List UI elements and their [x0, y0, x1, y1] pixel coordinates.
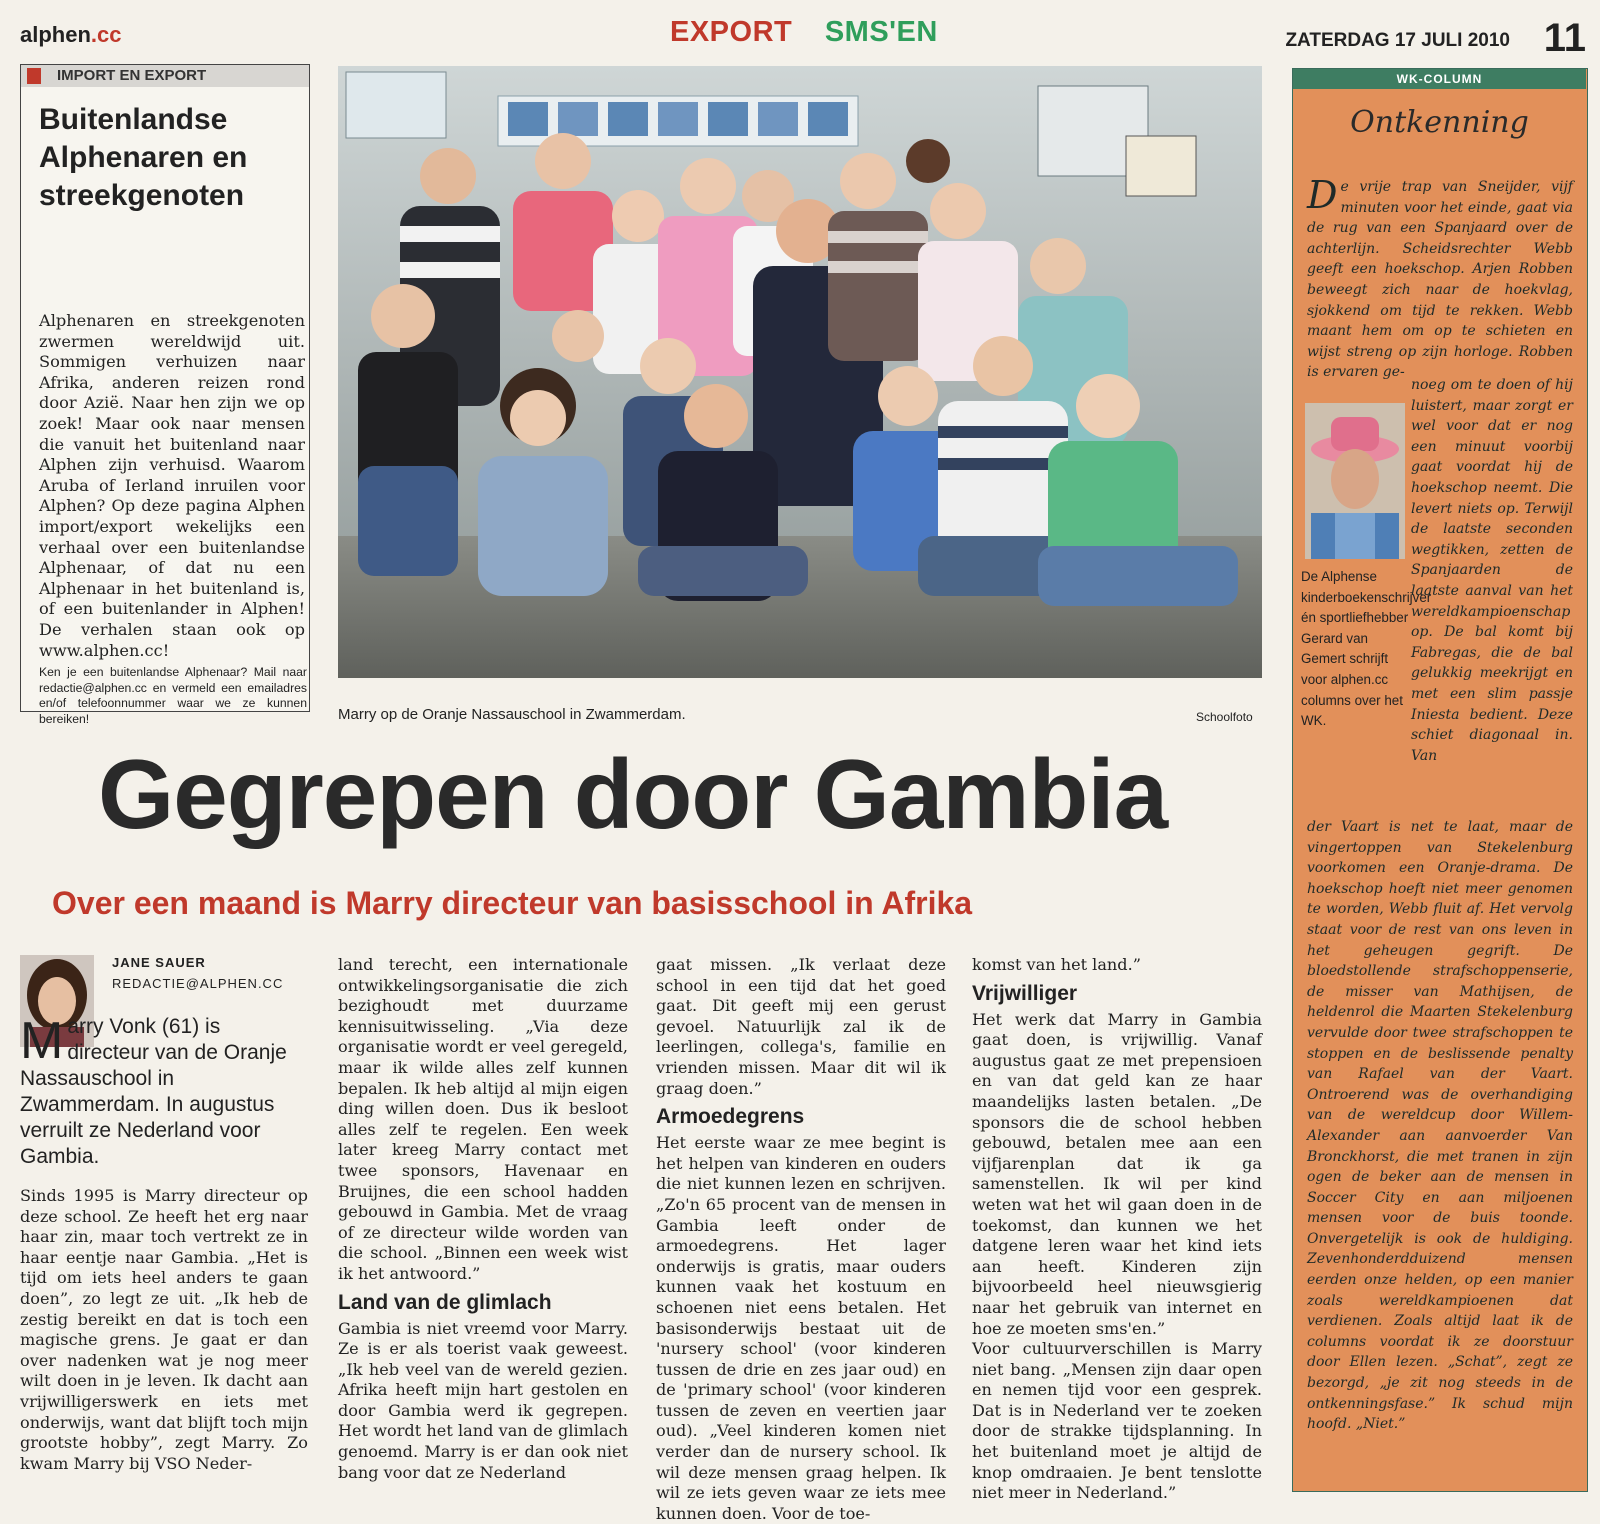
columnist-photo: [1305, 403, 1405, 559]
column-text-bottom: der Vaart is net te laat, maar de vingertoppen van Stekelenburg voorkomen een Oranje-drama. De hoekschop hoeft niet meer genomen te worden, Webb fluit af. Het vervolg staat voor de rest van ons leven in het geheugen gegrift. De bloedstollende strafschoppenserie, de misser van Mathijsen, de heldenrol die Maarten Stekelenburg vervulde door twee strafschoppen te stoppen en de beslissende penalty van Rafael van der Vaart. Ontroerend was de overhandiging van de wereldcup door Willem-Alexander aan aanvoerder Van Bronckhorst, die met tranen in zijn ogen de beker aan de mensen in Soccer City en aan miljoenen mensen voor de buis toonde. Onvergetelijk is ook de huldiging. Zevenhonderdduizend mensen eerden onze helden, op een manier zoals wereldkampioenen dat verdienen. Zoals altijd laat ik de columns voordat ik ze doorstuur door Ellen lezen. „Schat”, zegt ze bezorgd, „je zit nog steeds in de ontkenningsfase.” Ik schud mijn hoofd. „Niet.”: [1307, 819, 1573, 1433]
photo-credit: Schoolfoto: [1196, 710, 1253, 724]
masthead-site: alphen: [20, 22, 91, 47]
col1-text: Sinds 1995 is Marry directeur op deze school. Ze heeft het erg naar haar zin, maar toch vertrekt ze in haar eentje naar Gambia. „Het is tijd om iets heel anders te gaan doen”, zo legt ze uit. „Ik heb de zestig bereikt en dat is toch een magische grens. Je gaat er dan over nadenken wat je nog meer wilt doen in je leven. Ik dacht aan vrijwilligerswerk en iets met onderwijs, want dat blijft toch mijn grootste hobby”, zegt Marry. Zo kwam Marry bij VSO Neder-: [20, 1186, 308, 1473]
tab-sms[interactable]: SMS'EN: [824, 16, 938, 48]
lead-text: arry Vonk (61) is directeur van de Oranje Nassauschool in Zwammerdam. In augustus verruilt ze Nederland voor Gambia.: [20, 1015, 287, 1168]
info-kicker: [21, 65, 309, 87]
article-column-3: [656, 955, 946, 1524]
columnist-caption: De Alphense kinderboekenschrijver én sportliefhebber Gerard van Gemert schrijft voor alphen.cc columns over het WK.: [1301, 569, 1432, 729]
col3-text-a: gaat missen. „Ik verlaat deze school in een tijd dat het goed gaat. Dit geeft mij een gerust gevoel. Natuurlijk zal ik de leerlingen, collega's, familie en vrienden missen. Maar dit wil ik graag doen.”: [656, 955, 946, 1098]
subheading-vrijwilliger: Vrijwilliger: [972, 981, 1078, 1005]
article-column-2: [338, 955, 628, 1483]
column-text-middle: noeg om te doen of hij luistert, maar zorgt er wel voor dat er nog een minuut voorbij gaat voordat hij de hoekschop neemt. Die levert niets op. Terwijl de laatste seconden wegtikken, zetten de Spanjaarden de laatste aanval van het wereldkampioenschap op. De bal komt bij Fabregas, die de bal gelukkig meekrijgt en met een slim passje Iniesta bedient. Deze schiet diagonaal in. Van: [1411, 377, 1573, 764]
info-box: [20, 64, 310, 726]
col4-text-c: Voor cultuurverschillen is Marry niet bang. „Mensen zijn daar open en nemen tijd voor een gesprek. Dat is in Nederland ver te zoeken door de strakke tijdsplanning. In het buitenland moet je altijd de knop omdraaien. Je bent tenslotte niet meer in Nederland.”: [972, 1339, 1262, 1503]
column-text-top-body: e vrije trap van Sneijder, vijf minuten voor het einde, gaat via de rug van een Spanjaard over de achterlijn. Scheidsrechter Webb geeft een hoekschop. Arjen Robben beweegt zich naar de hoekvlag, sjokkend om tijd te rekken. Webb maant hem om op te schieten en wijst streng op zijn horloge. Robben is ervaren ge-: [1307, 179, 1573, 381]
info-kicker-label: IMPORT EN EXPORT: [57, 67, 207, 84]
section-tabs: [670, 16, 938, 49]
info-title: Buitenlandse Alphenaren en streekgenoten: [39, 103, 248, 212]
column-text-top: [1307, 173, 1573, 383]
columnist-photo-image: [1305, 403, 1405, 559]
article-column-1: [20, 1186, 308, 1474]
col2-text-a: land terecht, een internationale ontwikkelingsorganisatie die zich bezighoudt met duurzame kennisuitwisseling. „Via deze organisatie wordt er veel geregeld, maar ik wilde alles zelf kunnen bepalen. Ik heb altijd al mijn eigen ding willen doen. Dus ik besloot alles zelf te regelen. Een week later kreeg Marry contact met twee sponsors, Havenaar en Bruijnes, die een school hadden gebouwd in Gambia. Met de vraag of ze directeur wilde worden van die school. „Binnen een week wist ik het antwoord.”: [338, 955, 628, 1283]
page-number: 11: [1543, 16, 1586, 60]
col4-text-a: komst van het land.”: [972, 955, 1141, 974]
column-kicker: WK-COLUMN: [1293, 69, 1586, 89]
class-photo: [338, 66, 1262, 678]
article-headline: Gegrepen door Gambia: [98, 739, 1168, 849]
article-column-4: [972, 955, 1262, 1504]
col2-text-b: Gambia is niet vreemd voor Marry. Ze is er als toerist vaak geweest. „Ik heb veel van de wereld gezien. Afrika heeft mijn hart gestolen en door Gambia werd ik gegrepen. Het wordt het land van de glimlach genoemd. Marry is er dan ook niet bang voor dat ze Nederland: [338, 1318, 628, 1482]
kicker-mark: [27, 68, 41, 84]
masthead-tld: .cc: [90, 22, 122, 47]
wk-column-box: [1292, 68, 1588, 1492]
subheading-glimlach: Land van de glimlach: [338, 1290, 552, 1314]
column-dropcap: D: [1307, 173, 1338, 217]
photo-caption: Marry op de Oranje Nassauschool in Zwammerdam.: [338, 706, 686, 723]
col4-text-b: Het werk dat Marry in Gambia gaat doen, is vrijwillig. Vanaf augustus gaat ze met prepensioen en van dat geld kan ze haar maandelijks lasten betalen. „De sponsors die de school hebben gebouwd, betalen mee aan een vijfjarenplan dat ik ga samenstellen. Ik wil per kind weten wat het wil gaan doen in de toekomst, dan kunnen we het datgene leren waar het kind iets aan heeft. Kinderen zijn bijvoorbeeld heel nieuwsgierig naar het gebruik van internet en hoe ze moeten sms'en.”: [972, 1009, 1262, 1338]
article-subhead: Over een maand is Marry directeur van basisschool in Afrika: [52, 885, 973, 921]
article-lead: [20, 1014, 306, 1170]
column-title: Ontkenning: [1350, 105, 1529, 140]
masthead-logo[interactable]: [20, 22, 122, 48]
issue-date: ZATERDAG 17 JULI 2010: [1285, 30, 1510, 51]
byline-author: JANE SAUER: [112, 955, 206, 970]
class-photo-image: [338, 66, 1262, 678]
subheading-armoedegrens: Armoedegrens: [656, 1105, 805, 1129]
tab-export[interactable]: EXPORT: [670, 16, 793, 48]
byline-email[interactable]: REDACTIE@ALPHEN.CC: [112, 976, 284, 991]
col3-text-b: Het eerste waar ze mee begint is het helpen van kinderen en ouders die niet kunnen lezen en schrijven. „Zo'n 65 procent van de mensen in Gambia leeft onder de armoedegrens. Het lager onderwijs is gratis, maar ouders kunnen vaak het kostuum en schoenen niet eens betalen. Het basisonderwijs bestaat uit de 'nursery school' (voor kinderen tussen de drie en zes jaar oud) en de 'primary school' (voor kinderen tussen de zeven en veertien jaar oud). „Veel kinderen komen niet verder dan de nursery school. Ik wil deze mensen graag helpen. Ik wil ze iets geven waar ze iets mee kunnen doen. Voor de toe-: [656, 1133, 946, 1523]
lead-dropcap: M: [20, 1012, 64, 1070]
info-note: Ken je een buitenlandse Alphenaar? Mail naar redactie@alphen.cc en vermeld een emailadres en/of telefoonnummer waar we ze kunnen bereiken!: [39, 665, 307, 726]
info-body: Alphenaren en streekgenoten zwermen wereldwijd uit. Sommigen verhuizen naar Afrika, anderen reizen rond door Azië. Naar hen zijn we op zoek! Maar ook naar mensen die vanuit het buitenland naar Alphen zijn verhuisd. Waarom Aruba of Ierland inruilen voor Alphen? Op deze pagina Alphen import/export wekelijks een verhaal over een buitenlandse Alphenaar, of dat nu een Alphenaar in het buitenland is, of een buitenlander in Alphen! De verhalen staan ook op www.alphen.cc!: [39, 311, 305, 660]
